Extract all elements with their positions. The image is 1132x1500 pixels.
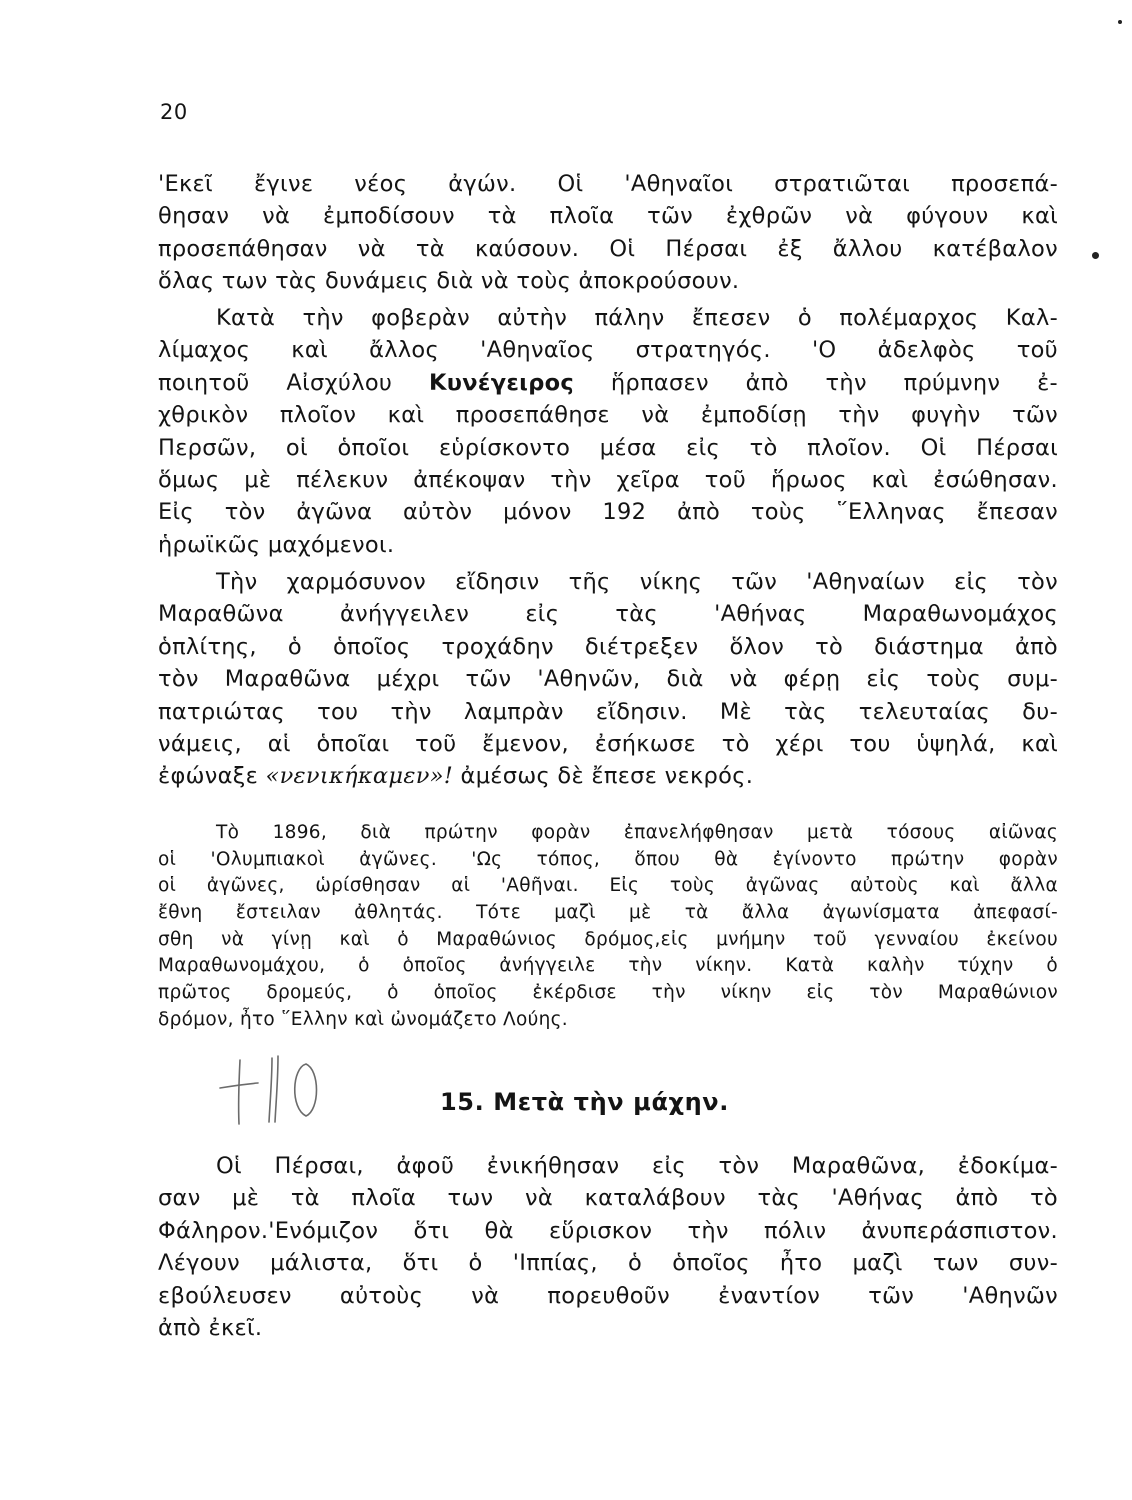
text-line: Περσῶν, οἱ ὁποῖοι εὑρίσκοντο μέσα εἰς τὸ πλοῖον. Οἱ Πέρσαι	[158, 434, 1058, 461]
paragraph-1	[158, 168, 1058, 298]
text-fragment: ἥρπασεν ἀπὸ τὴν πρύμνην ἐ-	[574, 369, 1058, 396]
name-kynegeiros: Κυνέγειρος	[429, 369, 575, 396]
text-line: Λέγουν μάλιστα, ὅτι ὁ 'Ιππίας, ὁ ὁποῖος ἦτο μαζὶ των συν-	[158, 1250, 1058, 1277]
text-line: σαν μὲ τὰ πλοῖα των νὰ καταλάβουν τὰς 'Αθήνας ἀπὸ τὸ	[158, 1185, 1058, 1212]
text-fragment: ποιητοῦ Αἰσχύλου	[158, 369, 430, 396]
text-fragment: ἐφώναξε	[158, 763, 266, 790]
text-line: Εἰς τὸν ἀγῶνα αὐτὸν μόνον 192 ἀπὸ τοὺς ῞Ελληνας ἔπεσαν	[158, 499, 1058, 526]
text-line: 'Εκεῖ ἔγινε νέος ἀγών. Οἱ 'Αθηναῖοι στρατιῶται προσεπά-	[158, 171, 1058, 197]
page-number: 20	[160, 100, 188, 124]
text-line: Οἱ Πέρσαι, ἀφοῦ ἐνικήθησαν εἰς τὸν Μαραθῶνα, ἐδοκίμα-	[216, 1153, 1058, 1179]
text-line: τὸν Μαραθῶνα μέχρι τῶν 'Αθηνῶν, διὰ νὰ φέρῃ εἰς τοὺς συμ-	[158, 666, 1058, 693]
text-line: Φάληρον.'Ενόμιζον ὅτι θὰ εὕρισκον τὴν πόλιν ἀνυπεράσπιστον.	[158, 1217, 1058, 1244]
note-line: σθη νὰ γίνῃ καὶ ὁ Μαραθώνιος δρόμος,εἰς μνήμην τοῦ γενναίου ἐκείνου	[158, 928, 1058, 950]
corner-dot	[1118, 20, 1122, 24]
text-line: λίμαχος καὶ ἄλλος 'Αθηναῖος στρατηγός. 'Ο ἀδελφὸς τοῦ	[158, 337, 1058, 364]
note-paragraph	[158, 820, 1058, 1034]
text-line: προσεπάθησαν νὰ τὰ καύσουν. Οἱ Πέρσαι ἐξ ἄλλου κατέβαλον	[158, 235, 1058, 262]
text-line: Τὴν χαρμόσυνον εἴδησιν τῆς νίκης τῶν 'Αθηναίων εἰς τὸν	[216, 569, 1058, 595]
text-line: ὅλας των τὰς δυνάμεις διὰ νὰ τοὺς ἀποκρούσουν.	[158, 268, 740, 295]
text-line: πατριώτας του τὴν λαμπρὰν εἴδησιν. Μὲ τὰς τελευταίας δυ-	[158, 698, 1058, 725]
note-line: οἱ ἀγῶνες, ὡρίσθησαν αἱ 'Αθῆναι. Εἰς τοὺς ἀγῶνας αὐτοὺς καὶ ἄλλα	[158, 875, 1058, 897]
text-line: Μαραθῶνα ἀνήγγειλεν εἰς τὰς 'Αθήνας Μαραθωνομάχος	[158, 601, 1058, 628]
text-line: εβούλευσεν αὐτοὺς νὰ πορευθοῦν ἐναντίον τῶν 'Αθηνῶν	[158, 1282, 1058, 1309]
section-heading: 15. Μετὰ τὴν μάχην.	[440, 1088, 729, 1116]
note-line: πρῶτος δρομεύς, ὁ ὁποῖος ἐκέρδισε τὴν νίκην εἰς τὸν Μαραθώνιον	[158, 982, 1058, 1004]
text-line: ἡρωϊκῶς μαχόμενοι.	[158, 531, 395, 558]
margin-dot	[1092, 252, 1099, 259]
text-line: ὅμως μὲ πέλεκυν ἀπέκοψαν τὴν χεῖρα τοῦ ἥρωος καὶ ἐσώθησαν.	[158, 466, 1058, 493]
note-line: Τὸ 1896, διὰ πρώτην φορὰν ἐπανελήφθησαν μετὰ τόσους αἰῶνας	[216, 822, 1058, 843]
note-line: οἱ 'Ολυμπιακοὶ ἀγῶνες. 'Ως τόπος, ὅπου θὰ ἐγίνοντο πρώτην φορὰν	[158, 848, 1058, 870]
note-line: ἔθνη ἔστειλαν ἀθλητάς. Τότε μαζὶ μὲ τὰ ἄλλα ἀγωνίσματα ἀπεφασί-	[158, 902, 1058, 924]
text-line: ὁπλίτης, ὁ ὁποῖος τροχάδην διέτρεξεν ὅλον τὸ διάστημα ἀπὸ	[158, 633, 1058, 660]
note-line: Μαραθωνομάχου, ὁ ὁποῖος ἀνήγγειλε τὴν νίκην. Κατὰ καλὴν τύχην ὁ	[158, 955, 1058, 977]
quote-nenikikamen: «νενικήκαμεν»!	[265, 763, 454, 790]
text-line: θησαν νὰ ἐμποδίσουν τὰ πλοῖα τῶν ἐχθρῶν νὰ φύγουν καὶ	[158, 203, 1058, 230]
handwritten-plus-ten-drawing	[212, 1050, 332, 1130]
paragraph-4	[158, 1150, 1058, 1344]
text-fragment: ἀμέσως δὲ ἔπεσε νεκρός.	[453, 763, 754, 790]
text-line	[158, 367, 1058, 399]
text-line: χθρικὸν πλοῖον καὶ προσεπάθησε νὰ ἐμποδίσῃ τὴν φυγὴν τῶν	[158, 402, 1058, 429]
paragraph-2	[158, 302, 1058, 561]
text-line: νάμεις, αἱ ὁποῖαι τοῦ ἔμενον, ἐσήκωσε τὸ χέρι του ὑψηλά, καὶ	[158, 730, 1058, 757]
note-line: δρόμον, ἦτο ῞Ελλην καὶ ὠνομάζετο Λούης.	[158, 1008, 568, 1030]
text-line: ἀπὸ ἐκεῖ.	[158, 1314, 263, 1341]
paragraph-3	[158, 566, 1058, 793]
text-line: Κατὰ τὴν φοβερὰν αὐτὴν πάλην ἔπεσεν ὁ πολέμαρχος Καλ-	[216, 305, 1058, 331]
handwritten-mark	[212, 1050, 332, 1130]
text-line	[158, 760, 1058, 792]
